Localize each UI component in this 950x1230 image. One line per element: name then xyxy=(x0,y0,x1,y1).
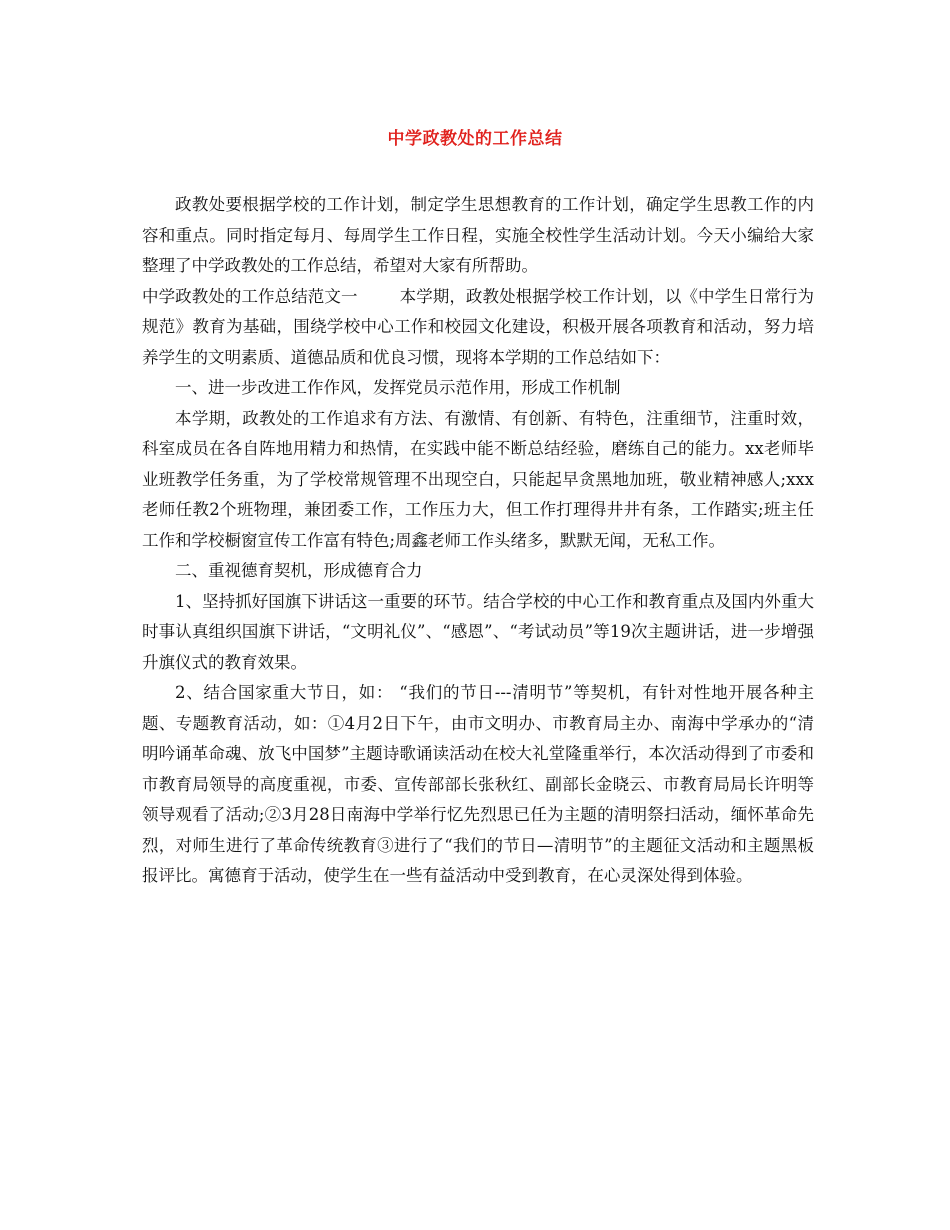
heading-two: 二、重视德育契机，形成德育合力 xyxy=(175,561,423,580)
paragraph-two: 1、坚持抓好国旗下讲话这一重要的环节。结合学校的中心工作和教育重点及国内外重大时事认真组织国旗下讲话，“文明礼仪”、“感恩”、“考试动员”等19次主题讲话，进一步增强升旗仪式的教育效果。 xyxy=(142,591,814,672)
section-paragraph xyxy=(142,282,814,374)
paragraph-one: 本学期，政教处的工作追求有方法、有激情、有创新、有特色，注重细节，注重时效，科室成员在各自阵地用精力和热情，在实践中能不断总结经验，磨练自己的能力。xx老师毕业班教学任务重，为了学校常规管理不出现空白，只能起早贪黑地加班，敬业精神感人;xxx老师任教2个班物理，兼团委工作，工作压力大，但工作打理得井井有条，工作踏实;班主任工作和学校橱窗宣传工作富有特色;周鑫老师工作头绪多，默默无闻，无私工作。 xyxy=(142,408,814,550)
document-title: 中学政教处的工作总结 xyxy=(387,129,563,149)
section-title: 中学政教处的工作总结范文一 xyxy=(142,286,358,306)
document-body xyxy=(142,190,814,892)
section-lead: 本学期，政教处根据学校工作计划，以《中学生日常行为规范》教育为基础，围绕学校中心工作和校园文化建设，积极开展各项教育和活动，努力培养学生的文明素质、道德品质和优良习惯，现将本学期的工作总结如下： xyxy=(142,286,815,367)
intro-paragraph: 政教处要根据学校的工作计划，制定学生思想教育的工作计划，确定学生思教工作的内容和重点。同时指定每月、每周学生工作日程，实施全校性学生活动计划。今天小编给大家整理了中学政教处的工作总结，希望对大家有所帮助。 xyxy=(142,195,814,275)
paragraph-three: 2、结合国家重大节日，如： “我们的节日---清明节”等契机，有针对性地开展各种主题、专题教育活动，如：①4月2日下午，由市文明办、市教育局主办、南海中学承办的“清明吟诵革命魂、放飞中国梦”主题诗歌诵读活动在校大礼堂隆重举行，本次活动得到了市委和市教育局领导的高度重视，市委、宣传部部长张秋红、副部长金晓云、市教育局局长许明等领导观看了活动;②3月28日南海中学举行忆先烈思已任为主题的清明祭扫活动，缅怀革命先烈，对师生进行了革命传统教育③进行了“我们的节日—清明节”的主题征文活动和主题黑板报评比。寓德育于活动，使学生在一些有益活动中受到教育，在心灵深处得到体验。 xyxy=(142,683,814,885)
heading-one: 一、进一步改进工作作风，发挥党员示范作用，形成工作机制 xyxy=(175,378,621,397)
